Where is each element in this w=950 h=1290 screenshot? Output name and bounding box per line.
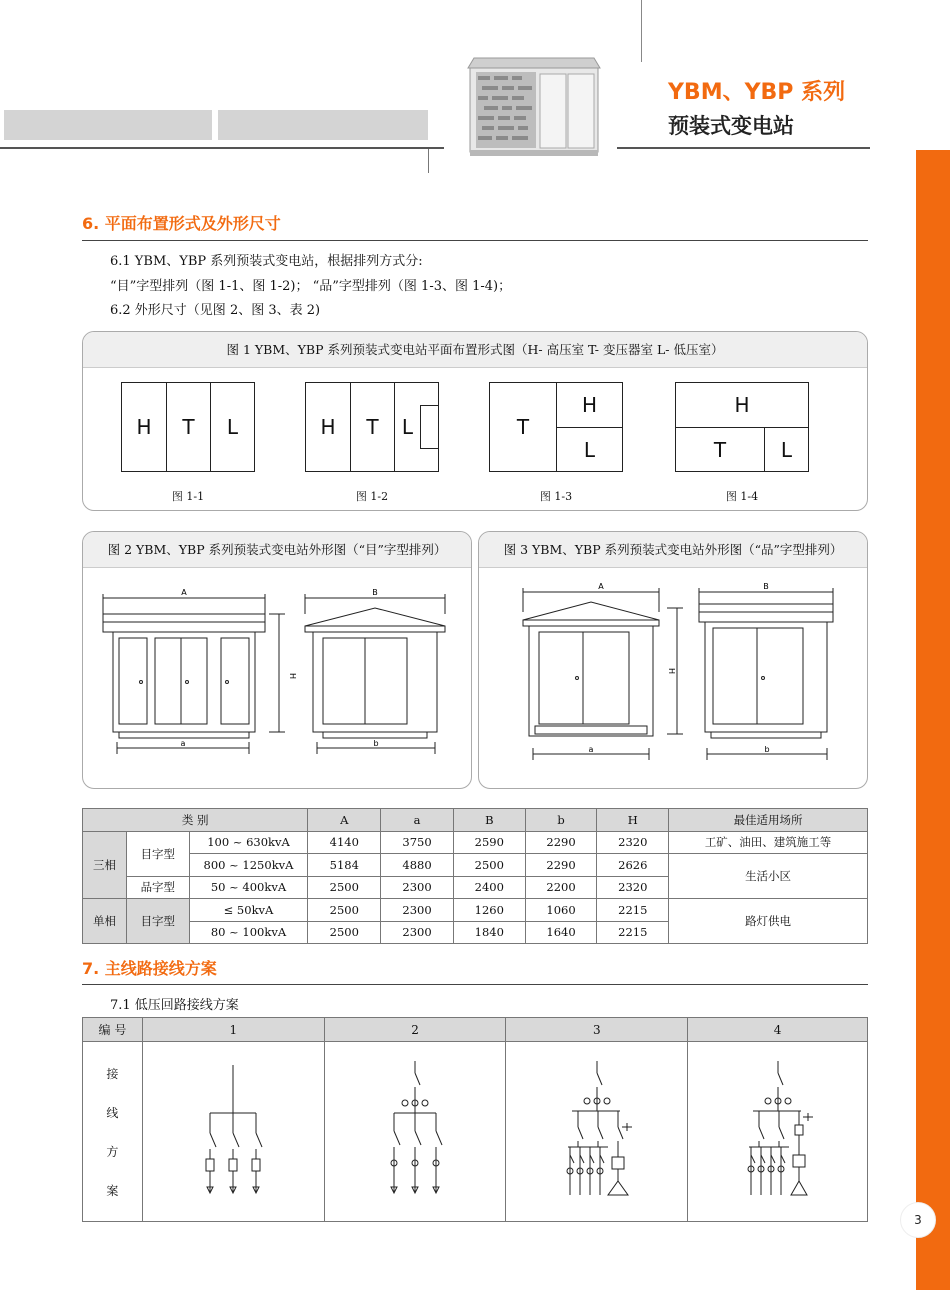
header-divider — [641, 0, 642, 62]
value-cell: 5184 — [308, 854, 381, 877]
table-row — [83, 1042, 868, 1222]
layout-cell-l: L — [556, 427, 622, 471]
value-cell: 2320 — [597, 831, 669, 854]
value-cell: 1260 — [453, 899, 525, 922]
col-header-H: H — [597, 809, 669, 832]
value-cell: 2290 — [525, 854, 597, 877]
value-cell: 1060 — [525, 899, 597, 922]
group-mu-type: 目字型 — [127, 899, 190, 944]
table-row — [83, 899, 868, 922]
figure-2-drawing — [83, 568, 472, 788]
layout-cell-h: H — [136, 415, 152, 439]
figure-2-panel — [82, 531, 472, 789]
layout-cell-h: H — [734, 393, 750, 417]
dim-label-A: A — [181, 588, 187, 597]
value-cell: 4140 — [308, 831, 381, 854]
header-gray-bar — [218, 110, 428, 140]
figure-2-title: 图 2 YBM、YBP 系列预装式变电站外形图（“目”字型排列） — [83, 532, 471, 568]
dim-label-b: b — [373, 739, 379, 748]
group-mu-type: 目字型 — [127, 831, 190, 876]
section-6-line-1: 6.1 YBM、YBP 系列预装式变电站，根据排列方式分: — [110, 254, 423, 269]
section-rule — [82, 240, 868, 241]
layout-cell-l: L — [764, 427, 808, 471]
col-header-B: B — [453, 809, 525, 832]
scheme-number: 2 — [324, 1018, 506, 1042]
dim-label-B: B — [372, 588, 378, 597]
range-cell: 800 ~ 1250kvA — [189, 854, 308, 877]
col-header-category: 类 别 — [83, 809, 308, 832]
number-label: 编 号 — [83, 1018, 143, 1042]
wiring-diagram-3 — [506, 1042, 688, 1222]
wiring-diagram-2 — [324, 1042, 506, 1222]
layout-cell-l: L — [210, 383, 254, 471]
header-divider — [428, 149, 429, 173]
range-cell: 50 ~ 400kvA — [189, 876, 308, 899]
dim-label-H: H — [288, 672, 297, 680]
wiring-scheme-table — [82, 1017, 868, 1222]
figure-1-panel — [82, 331, 868, 511]
layout-caption: 图 1-3 — [539, 490, 573, 503]
layout-caption: 图 1-2 — [355, 490, 389, 503]
scheme-number: 3 — [506, 1018, 688, 1042]
col-header-a: a — [381, 809, 454, 832]
section-6-title: 6. 平面布置形式及外形尺寸 — [82, 214, 281, 233]
row-label-char: 案 — [106, 1183, 119, 1198]
table-header-row — [83, 1018, 868, 1042]
figure-1-title: 图 1 YBM、YBP 系列预装式变电站平面布置形式图（H- 高压室 T- 变压器室 L- 低压室） — [83, 332, 867, 368]
value-cell: 3750 — [381, 831, 454, 854]
value-cell: 2300 — [381, 876, 454, 899]
substation-photo — [462, 54, 606, 158]
dim-label-a: a — [180, 739, 186, 748]
value-cell: 2500 — [308, 899, 381, 922]
row-label-char: 线 — [106, 1105, 119, 1120]
dim-label-H: H — [667, 667, 676, 675]
wiring-diagram-4 — [688, 1042, 868, 1222]
wiring-diagram-1 — [142, 1042, 324, 1222]
table-row — [83, 831, 868, 854]
table-row — [83, 854, 868, 877]
section-7-subtitle: 7.1 低压回路接线方案 — [110, 998, 239, 1013]
range-cell: ≤ 50kvA — [189, 899, 308, 922]
header-rule — [617, 147, 870, 149]
layout-caption: 图 1-4 — [725, 490, 759, 503]
figure-3-drawing — [479, 568, 868, 788]
scheme-number: 1 — [142, 1018, 324, 1042]
group-pin-type: 品字型 — [127, 876, 190, 899]
value-cell: 4880 — [381, 854, 454, 877]
figure-3-title: 图 3 YBM、YBP 系列预装式变电站外形图（“品”字型排列） — [479, 532, 867, 568]
value-cell: 2500 — [308, 921, 381, 944]
value-cell: 2290 — [525, 831, 597, 854]
group-single-phase: 单相 — [83, 899, 127, 944]
value-cell: 2300 — [381, 921, 454, 944]
site-cell: 路灯供电 — [669, 899, 868, 944]
col-header-A: A — [308, 809, 381, 832]
layout-cell-h: H — [556, 383, 622, 427]
col-header-b: b — [525, 809, 597, 832]
layout-annex — [420, 405, 438, 449]
row-label — [83, 1042, 143, 1222]
value-cell: 2626 — [597, 854, 669, 877]
layout-caption: 图 1-1 — [171, 490, 205, 503]
value-cell: 1640 — [525, 921, 597, 944]
value-cell: 2500 — [453, 854, 525, 877]
scheme-number: 4 — [688, 1018, 868, 1042]
value-cell: 2500 — [308, 876, 381, 899]
side-accent-stripe — [916, 150, 950, 1290]
site-cell: 工矿、油田、建筑施工等 — [669, 831, 868, 854]
header-rule — [0, 147, 444, 149]
header-gray-bar — [4, 110, 212, 140]
section-6-line-3: 6.2 外形尺寸（见图 2、图 3、表 2) — [110, 303, 321, 318]
layout-1-3 — [489, 382, 623, 472]
value-cell: 2320 — [597, 876, 669, 899]
row-label-char: 方 — [106, 1144, 119, 1159]
value-cell: 2215 — [597, 899, 669, 922]
section-rule — [82, 984, 868, 985]
value-cell: 2400 — [453, 876, 525, 899]
dim-label-B: B — [763, 582, 769, 591]
layout-1-1 — [121, 382, 255, 472]
value-cell: 1840 — [453, 921, 525, 944]
layout-1-2 — [305, 382, 439, 472]
figure-3-panel — [478, 531, 868, 789]
section-6-line-2: “目”字型排列（图 1-1、图 1-2)； “品”字型排列（图 1-3、图 1-4)； — [110, 279, 512, 294]
row-label-char: 接 — [106, 1066, 119, 1081]
value-cell: 2215 — [597, 921, 669, 944]
page-number: 3 — [900, 1202, 936, 1238]
layout-cell-t: T — [676, 427, 764, 471]
value-cell: 2200 — [525, 876, 597, 899]
product-subtitle: 预装式变电站 — [668, 114, 794, 138]
table-header-row — [83, 809, 868, 832]
section-7-title: 7. 主线路接线方案 — [82, 959, 217, 978]
col-header-site: 最佳适用场所 — [669, 809, 868, 832]
layout-cell-t: T — [166, 383, 210, 471]
product-series-title: YBM、YBP 系列 — [668, 80, 846, 105]
range-cell: 80 ~ 100kvA — [189, 921, 308, 944]
value-cell: 2590 — [453, 831, 525, 854]
dimension-table — [82, 808, 868, 944]
range-cell: 100 ~ 630kvA — [189, 831, 308, 854]
site-cell: 生活小区 — [669, 854, 868, 899]
dim-label-a: a — [588, 745, 594, 754]
layout-1-4 — [675, 382, 809, 472]
group-three-phase: 三相 — [83, 831, 127, 899]
value-cell: 2300 — [381, 899, 454, 922]
layout-cell-l: L — [394, 383, 420, 471]
layout-cell-h: H — [320, 415, 336, 439]
layout-cell-t: T — [350, 383, 394, 471]
dim-label-A: A — [598, 582, 604, 591]
dim-label-b: b — [764, 745, 770, 754]
layout-cell-t: T — [516, 415, 530, 439]
